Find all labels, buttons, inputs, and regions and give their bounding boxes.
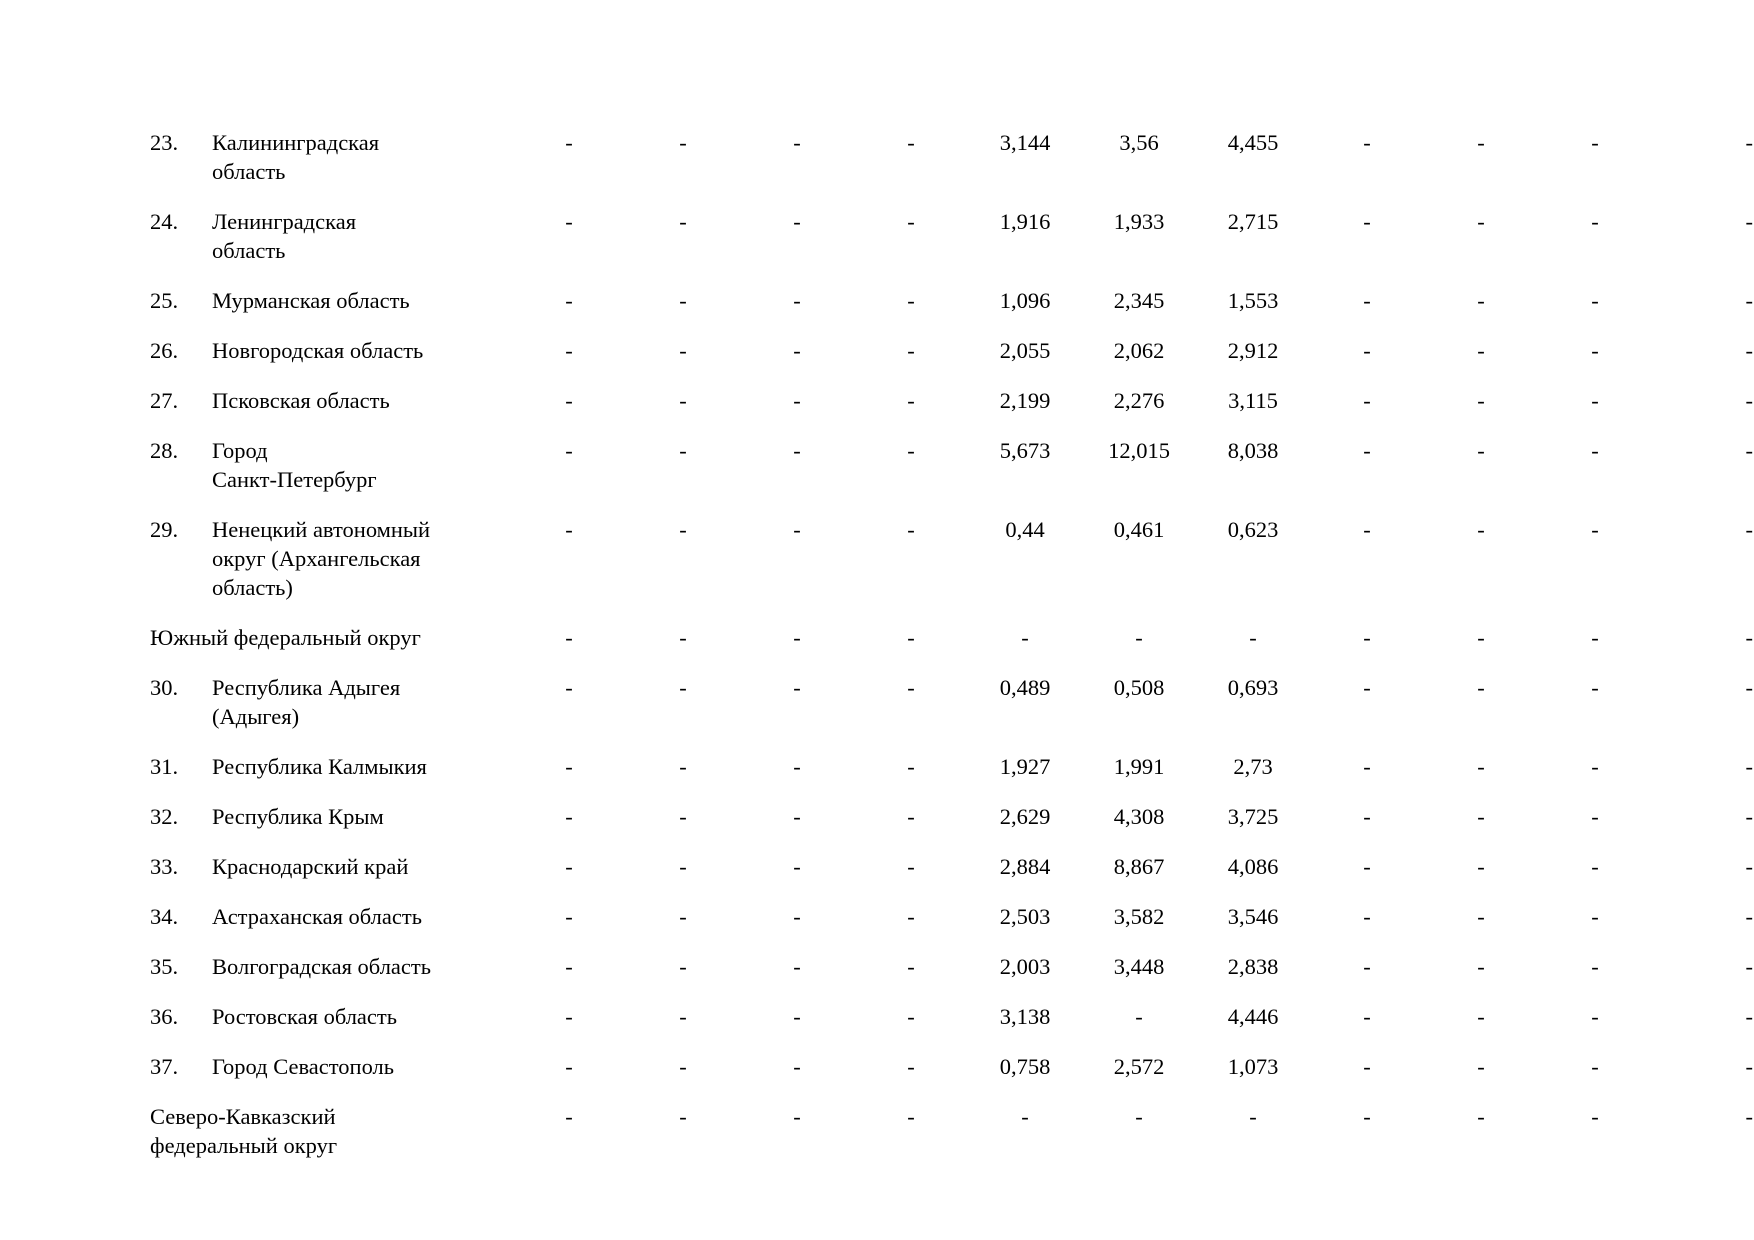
value-cell: -	[907, 130, 915, 155]
value-cell: -	[1745, 625, 1753, 650]
value-cell: -	[679, 754, 687, 779]
table-row	[150, 207, 1753, 286]
value-cell: -	[1591, 754, 1599, 779]
value-cell: -	[793, 854, 801, 879]
value-cell: -	[907, 338, 915, 363]
value-cell: 8,038	[1227, 438, 1279, 463]
value-cell: 8,867	[1113, 854, 1165, 879]
region-name-cell: Астраханская область	[212, 904, 422, 929]
row-number-cell: 30.	[150, 675, 179, 700]
value-cell: 4,308	[1113, 804, 1165, 829]
value-cell: 1,553	[1227, 288, 1279, 313]
value-cell: -	[1363, 388, 1371, 413]
value-cell: -	[1591, 1054, 1599, 1079]
region-name-cell: Волгоградская область	[212, 954, 431, 979]
value-cell: -	[1477, 1104, 1485, 1129]
value-cell: -	[1591, 338, 1599, 363]
table-row	[150, 673, 1753, 752]
value-cell: -	[679, 288, 687, 313]
group-name-cell: Северо-Кавказский федеральный округ	[150, 1104, 338, 1158]
value-cell: 0,758	[999, 1054, 1051, 1079]
value-cell: 2,912	[1227, 338, 1279, 363]
value-cell: -	[565, 517, 573, 542]
value-cell: -	[1745, 1054, 1753, 1079]
value-cell: -	[1591, 804, 1599, 829]
value-cell: -	[1591, 1004, 1599, 1029]
value-cell: -	[1591, 517, 1599, 542]
value-cell: -	[1591, 904, 1599, 929]
region-name-cell: Город Севастополь	[212, 1054, 395, 1079]
value-cell: -	[1745, 209, 1753, 234]
table-body	[150, 128, 1753, 1181]
region-name-cell: Ненецкий автономный округ (Архангельская область)	[212, 517, 431, 600]
value-cell: -	[1363, 1004, 1371, 1029]
value-cell: -	[1745, 388, 1753, 413]
value-cell: 0,44	[1005, 517, 1045, 542]
group-header-row	[150, 1102, 1753, 1181]
value-cell: 3,448	[1113, 954, 1165, 979]
value-cell: 2,276	[1113, 388, 1165, 413]
row-number-cell: 28.	[150, 438, 179, 463]
value-cell: -	[793, 438, 801, 463]
value-cell: -	[565, 438, 573, 463]
value-cell: 2,345	[1113, 288, 1165, 313]
value-cell: 0,623	[1227, 517, 1279, 542]
value-cell: 3,582	[1113, 904, 1165, 929]
value-cell: -	[793, 338, 801, 363]
value-cell: -	[907, 904, 915, 929]
value-cell: -	[679, 388, 687, 413]
value-cell: -	[907, 438, 915, 463]
value-cell: -	[907, 517, 915, 542]
value-cell: -	[907, 288, 915, 313]
region-name-cell: Калининградская область	[212, 130, 380, 184]
region-data-table	[150, 128, 1753, 1181]
value-cell: -	[565, 804, 573, 829]
value-cell: 2,715	[1227, 209, 1279, 234]
value-cell: -	[679, 904, 687, 929]
row-number-cell: 33.	[150, 854, 179, 879]
value-cell: -	[793, 388, 801, 413]
value-cell: -	[1363, 804, 1371, 829]
value-cell: -	[1745, 130, 1753, 155]
value-cell: -	[1477, 338, 1485, 363]
value-cell: -	[679, 804, 687, 829]
value-cell: -	[907, 625, 915, 650]
value-cell: -	[1477, 625, 1485, 650]
row-number-cell: 31.	[150, 754, 179, 779]
value-cell: -	[793, 625, 801, 650]
value-cell: 1,927	[999, 754, 1051, 779]
table-row	[150, 515, 1753, 623]
value-cell: 0,489	[999, 675, 1051, 700]
value-cell: -	[907, 954, 915, 979]
region-name-cell: Новгородская область	[212, 338, 424, 363]
value-cell: -	[1477, 904, 1485, 929]
value-cell: 2,062	[1113, 338, 1165, 363]
value-cell: -	[907, 754, 915, 779]
value-cell: -	[1363, 854, 1371, 879]
value-cell: -	[679, 338, 687, 363]
value-cell: -	[1135, 1004, 1143, 1029]
row-number-cell: 35.	[150, 954, 179, 979]
value-cell: -	[565, 338, 573, 363]
table-row	[150, 336, 1753, 386]
value-cell: -	[907, 1104, 915, 1129]
value-cell: 2,572	[1113, 1054, 1165, 1079]
row-number-cell: 26.	[150, 338, 179, 363]
row-number-cell: 32.	[150, 804, 179, 829]
value-cell: -	[1477, 288, 1485, 313]
group-header-row	[150, 623, 1753, 673]
value-cell: -	[1477, 517, 1485, 542]
group-name-cell: Южный федеральный округ	[150, 625, 421, 650]
value-cell: -	[1363, 625, 1371, 650]
value-cell: -	[907, 1004, 915, 1029]
value-cell: -	[1363, 130, 1371, 155]
value-cell: -	[679, 1104, 687, 1129]
value-cell: -	[1745, 904, 1753, 929]
value-cell: -	[1363, 904, 1371, 929]
value-cell: 2,884	[999, 854, 1051, 879]
value-cell: -	[1745, 338, 1753, 363]
region-name-cell: Республика Адыгея (Адыгея)	[212, 675, 401, 729]
value-cell: -	[1477, 209, 1485, 234]
value-cell: -	[1363, 1104, 1371, 1129]
value-cell: 3,144	[999, 130, 1051, 155]
value-cell: -	[1591, 854, 1599, 879]
value-cell: -	[1477, 854, 1485, 879]
value-cell: 2,629	[999, 804, 1051, 829]
value-cell: 2,73	[1233, 754, 1273, 779]
table-row	[150, 752, 1753, 802]
value-cell: -	[1745, 288, 1753, 313]
value-cell: 1,916	[999, 209, 1051, 234]
value-cell: 3,546	[1227, 904, 1279, 929]
value-cell: -	[679, 438, 687, 463]
row-number-cell: 23.	[150, 130, 179, 155]
value-cell: -	[679, 625, 687, 650]
value-cell: 0,508	[1113, 675, 1165, 700]
value-cell: -	[1745, 754, 1753, 779]
value-cell: 2,503	[999, 904, 1051, 929]
value-cell: -	[1745, 854, 1753, 879]
region-name-cell: Мурманская область	[212, 288, 410, 313]
table-row	[150, 952, 1753, 1002]
value-cell: -	[1135, 625, 1143, 650]
value-cell: 5,673	[999, 438, 1051, 463]
value-cell: -	[1745, 1004, 1753, 1029]
value-cell: -	[1745, 517, 1753, 542]
table-row	[150, 802, 1753, 852]
value-cell: -	[1477, 954, 1485, 979]
region-name-cell: Ленинградская область	[212, 209, 357, 263]
value-cell: -	[1135, 1104, 1143, 1129]
table-row	[150, 852, 1753, 902]
value-cell: -	[793, 675, 801, 700]
value-cell: -	[1745, 954, 1753, 979]
value-cell: -	[565, 388, 573, 413]
value-cell: -	[1477, 388, 1485, 413]
value-cell: -	[679, 517, 687, 542]
value-cell: -	[1363, 1054, 1371, 1079]
value-cell: -	[1363, 675, 1371, 700]
value-cell: 2,055	[999, 338, 1051, 363]
value-cell: 4,455	[1227, 130, 1279, 155]
value-cell: -	[1021, 625, 1029, 650]
value-cell: -	[1591, 388, 1599, 413]
value-cell: -	[907, 804, 915, 829]
value-cell: -	[565, 209, 573, 234]
value-cell: -	[565, 754, 573, 779]
value-cell: -	[793, 804, 801, 829]
table-row	[150, 286, 1753, 336]
value-cell: -	[1591, 288, 1599, 313]
value-cell: -	[679, 954, 687, 979]
value-cell: -	[793, 288, 801, 313]
value-cell: -	[907, 675, 915, 700]
value-cell: -	[793, 904, 801, 929]
value-cell: -	[565, 1104, 573, 1129]
value-cell: 0,461	[1113, 517, 1165, 542]
value-cell: -	[1745, 675, 1753, 700]
value-cell: -	[1477, 438, 1485, 463]
value-cell: -	[1477, 754, 1485, 779]
value-cell: -	[1745, 1104, 1753, 1129]
value-cell: -	[907, 209, 915, 234]
value-cell: 3,56	[1119, 130, 1159, 155]
row-number-cell: 25.	[150, 288, 179, 313]
value-cell: -	[1363, 754, 1371, 779]
value-cell: -	[1363, 517, 1371, 542]
value-cell: -	[1591, 625, 1599, 650]
value-cell: 2,838	[1227, 954, 1279, 979]
value-cell: -	[565, 675, 573, 700]
table-row	[150, 128, 1753, 207]
value-cell: -	[565, 854, 573, 879]
value-cell: -	[1591, 130, 1599, 155]
value-cell: 1,991	[1113, 754, 1165, 779]
region-name-cell: Республика Крым	[212, 804, 384, 829]
value-cell: -	[679, 675, 687, 700]
value-cell: 1,073	[1227, 1054, 1279, 1079]
value-cell: 0,693	[1227, 675, 1279, 700]
value-cell: -	[1249, 1104, 1257, 1129]
value-cell: -	[679, 130, 687, 155]
value-cell: -	[1591, 675, 1599, 700]
value-cell: 3,725	[1227, 804, 1279, 829]
value-cell: -	[1745, 804, 1753, 829]
value-cell: -	[1363, 954, 1371, 979]
value-cell: -	[565, 1004, 573, 1029]
table-row	[150, 386, 1753, 436]
value-cell: -	[1591, 1104, 1599, 1129]
value-cell: -	[1591, 209, 1599, 234]
value-cell: -	[1363, 288, 1371, 313]
value-cell: 1,933	[1113, 209, 1165, 234]
table-row	[150, 1052, 1753, 1102]
value-cell: -	[793, 130, 801, 155]
value-cell: -	[679, 209, 687, 234]
value-cell: -	[1591, 954, 1599, 979]
table-row	[150, 902, 1753, 952]
value-cell: -	[907, 1054, 915, 1079]
value-cell: -	[1021, 1104, 1029, 1129]
value-cell: -	[793, 209, 801, 234]
value-cell: -	[1477, 130, 1485, 155]
value-cell: -	[1249, 625, 1257, 650]
region-name-cell: Краснодарский край	[212, 854, 409, 879]
value-cell: -	[1477, 1054, 1485, 1079]
region-name-cell: Республика Калмыкия	[212, 754, 427, 779]
value-cell: -	[793, 1004, 801, 1029]
value-cell: -	[1477, 804, 1485, 829]
value-cell: -	[793, 954, 801, 979]
value-cell: 2,003	[999, 954, 1051, 979]
value-cell: 12,015	[1108, 438, 1170, 463]
value-cell: -	[679, 854, 687, 879]
value-cell: -	[565, 130, 573, 155]
region-name-cell: Псковская область	[212, 388, 390, 413]
value-cell: -	[907, 854, 915, 879]
value-cell: -	[793, 754, 801, 779]
value-cell: -	[793, 1104, 801, 1129]
value-cell: 3,138	[999, 1004, 1051, 1029]
value-cell: 2,199	[999, 388, 1051, 413]
value-cell: -	[565, 954, 573, 979]
value-cell: 4,086	[1227, 854, 1279, 879]
value-cell: -	[1745, 438, 1753, 463]
row-number-cell: 36.	[150, 1004, 179, 1029]
row-number-cell: 34.	[150, 904, 179, 929]
value-cell: -	[907, 388, 915, 413]
region-name-cell: Город Санкт-Петербург	[212, 438, 377, 492]
row-number-cell: 29.	[150, 517, 179, 542]
value-cell: -	[1477, 675, 1485, 700]
table-row	[150, 1002, 1753, 1052]
value-cell: 1,096	[999, 288, 1051, 313]
value-cell: -	[793, 1054, 801, 1079]
row-number-cell: 24.	[150, 209, 179, 234]
table-row	[150, 436, 1753, 515]
value-cell: -	[793, 517, 801, 542]
value-cell: -	[679, 1004, 687, 1029]
row-number-cell: 37.	[150, 1054, 179, 1079]
value-cell: -	[1363, 438, 1371, 463]
value-cell: -	[1477, 1004, 1485, 1029]
value-cell: -	[1363, 209, 1371, 234]
row-number-cell: 27.	[150, 388, 179, 413]
region-name-cell: Ростовская область	[212, 1004, 397, 1029]
value-cell: -	[1363, 338, 1371, 363]
value-cell: 3,115	[1228, 388, 1278, 413]
value-cell: -	[565, 1054, 573, 1079]
value-cell: -	[565, 625, 573, 650]
value-cell: -	[565, 904, 573, 929]
value-cell: -	[1591, 438, 1599, 463]
value-cell: 4,446	[1227, 1004, 1279, 1029]
value-cell: -	[565, 288, 573, 313]
value-cell: -	[679, 1054, 687, 1079]
